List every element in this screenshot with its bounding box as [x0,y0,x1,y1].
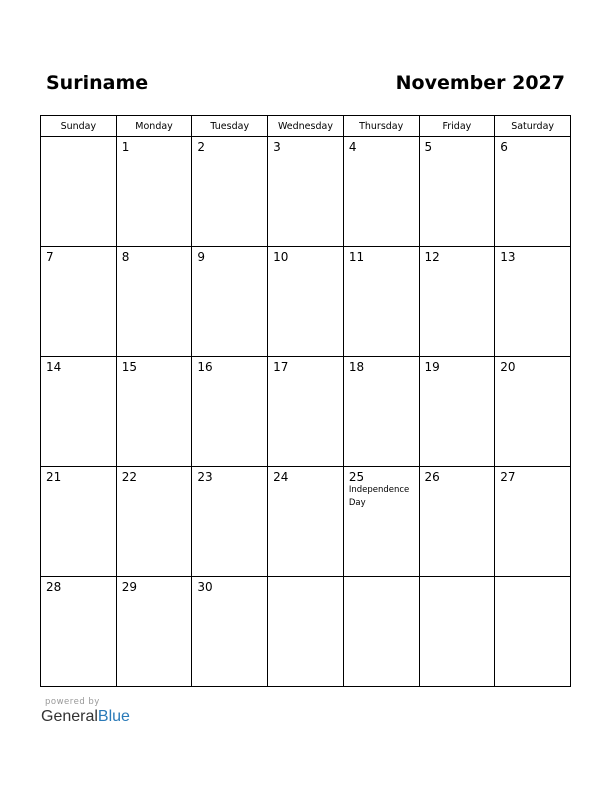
day-number: 23 [197,470,213,484]
day-number: 30 [197,580,213,594]
weekday-tuesday: Tuesday [192,116,268,137]
weekday-wednesday: Wednesday [268,116,344,137]
day-cell [41,467,117,577]
day-cell [192,357,268,467]
day-number: 11 [348,250,365,264]
week-row [41,577,571,687]
day-number: 16 [197,360,213,374]
day-cell [268,247,344,357]
day-cell [268,577,344,687]
weekday-thursday: Thursday [343,116,419,137]
day-number: 24 [273,470,289,484]
day-number: 10 [273,250,289,264]
week-row [41,137,571,247]
generalblue-logo [41,708,130,726]
day-number: 29 [121,580,137,594]
day-cell [343,247,419,357]
day-cell [268,357,344,467]
day-number: 6 [500,140,508,154]
day-cell [495,137,571,247]
day-cell [116,247,192,357]
day-number: 8 [121,250,130,264]
calendar-body [41,137,571,687]
day-cell [41,357,117,467]
weekday-monday: Monday [116,116,192,137]
day-number: 5 [424,140,433,154]
day-number: 22 [121,470,137,484]
day-number: 26 [424,470,440,484]
day-number: 25 [348,470,365,484]
calendar-grid [40,115,571,687]
day-cell [268,137,344,247]
day-number: 14 [46,360,62,374]
day-number: 19 [424,360,440,374]
country-title: Suriname [46,72,149,94]
day-cell [116,137,192,247]
weekday-sunday: Sunday [41,116,117,137]
day-cell [495,357,571,467]
day-number: 3 [273,140,281,154]
day-number: 2 [197,140,206,154]
logo-blue-text: Blue [97,708,130,725]
day-cell [192,467,268,577]
day-cell [192,577,268,687]
day-cell [495,467,571,577]
day-cell [192,247,268,357]
week-row [41,247,571,357]
day-cell [495,247,571,357]
day-number: 18 [348,360,365,374]
day-cell [268,467,344,577]
day-number: 9 [197,250,206,264]
powered-by-label: powered by [45,697,100,707]
month-year-title: November 2027 [395,72,565,94]
day-number: 21 [46,470,62,484]
day-cell [116,357,192,467]
day-cell [116,467,192,577]
day-number: 17 [273,360,289,374]
day-number: 4 [348,140,357,154]
day-cell [192,137,268,247]
day-cell [419,577,495,687]
day-cell [419,357,495,467]
day-cell [41,247,117,357]
day-number: 20 [500,360,516,374]
weekday-saturday: Saturday [495,116,571,137]
day-number: 12 [424,250,440,264]
day-cell [343,577,419,687]
day-cell [41,137,117,247]
day-cell [343,137,419,247]
day-number: 7 [46,250,54,264]
weekday-header-row [41,116,571,137]
day-number: 15 [121,360,137,374]
day-cell [343,467,419,577]
weekday-friday: Friday [419,116,495,137]
week-row [41,467,571,577]
logo-general-text: General [41,708,98,725]
day-number: 27 [500,470,516,484]
week-row [41,357,571,467]
day-cell [343,357,419,467]
day-cell [419,467,495,577]
day-number: 1 [121,140,130,154]
day-number: 13 [500,250,516,264]
day-cell [41,577,117,687]
day-cell [419,137,495,247]
day-cell [419,247,495,357]
day-cell [495,577,571,687]
day-cell [116,577,192,687]
day-number: 28 [46,580,62,594]
holiday-label: Independence Day [348,485,410,508]
